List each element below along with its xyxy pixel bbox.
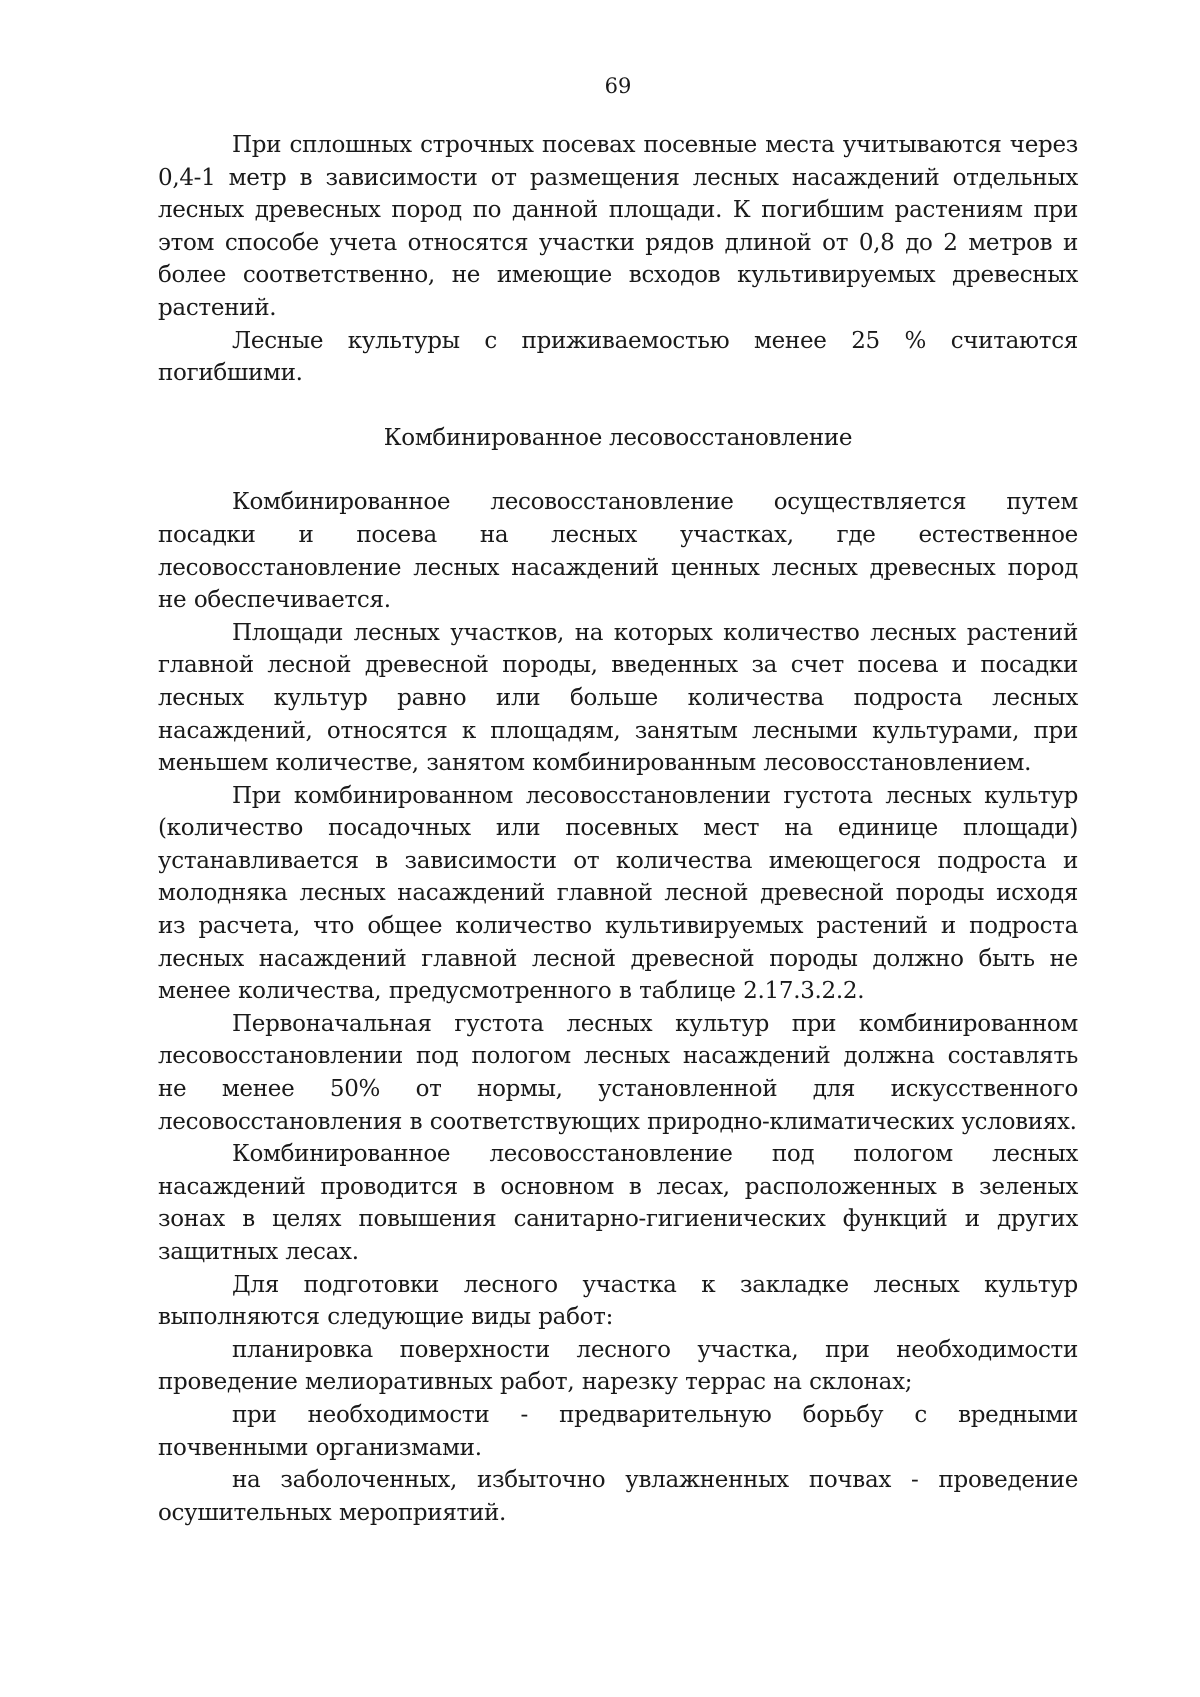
list-item: при необходимости - предварительную борьбу с вредными почвенными организмами. [158,1401,1078,1461]
paragraph: Лесные культуры с приживаемостью менее 25 % считаются погибшими. [158,327,1078,387]
spacer [158,454,1078,486]
paragraph: При комбинированном лесовосстановлении густота лесных культур (количество посадочных или посевных мест на единице площади) устанавливается в зависимости от количества имеющегося подроста и молодняка лесных насаждений главной лесной древесной породы исходя из расчета, что общее количество культивируемых растений и подроста лесных насаждений главной лесной древесной породы должно быть не менее количества, предусмотренного в таблице 2.17.3.2.2. [158,782,1078,1005]
section-heading: Комбинированное лесовосстановление [383,424,853,451]
paragraph: При сплошных строчных посевах посевные места учитываются через 0,4-1 метр в зависимости от размещения лесных насаждений отдельных лесных древесных пород по данной площади. К погибшим растениям при этом способе учета относятся участки рядов длиной от 0,8 до 2 метров и более соответственно, не имеющие всходов культивируемых древесных растений. [158,132,1078,321]
paragraph: Комбинированное лесовосстановление осуществляется путем посадки и посева на лесных участках, где естественное лесовосстановление лесных насаждений ценных лесных древесных пород не обеспечивается. [158,489,1078,614]
page-number: 69 [604,74,632,98]
list-item: на заболоченных, избыточно увлажненных почвах - проведение осушительных мероприятий. [158,1467,1078,1526]
paragraph: Площади лесных участков, на которых количество лесных растений главной лесной древесной породы, введенных за счет посева и посадки лесных культур равно или больше количества подроста лесных насаждений, относятся к площадям, занятым лесными культурами, при меньшем количестве, занятом комбинированным лесовосстановлением. [158,619,1078,777]
paragraph: Для подготовки лесного участка к закладке лесных культур выполняются следующие виды работ: [158,1271,1078,1331]
list-item: планировка поверхности лесного участка, при необходимости проведение мелиоративных работ, нарезку террас на склонах; [158,1336,1078,1396]
paragraph: Комбинированное лесовосстановление под пологом лесных насаждений проводится в основном в лесах, расположенных в зеленых зонах в целях повышения санитарно-гигиенических функций и других защитных лесах. [158,1141,1078,1265]
document-body [158,129,1078,1529]
paragraph: Первоначальная густота лесных культур при комбинированном лесовосстановлении под пологом лесных насаждений должна составлять не менее 50% от нормы, установленной для искусственного лесовосстановления в соответствующих природно-климатических условиях. [158,1010,1078,1135]
spacer [158,390,1078,422]
